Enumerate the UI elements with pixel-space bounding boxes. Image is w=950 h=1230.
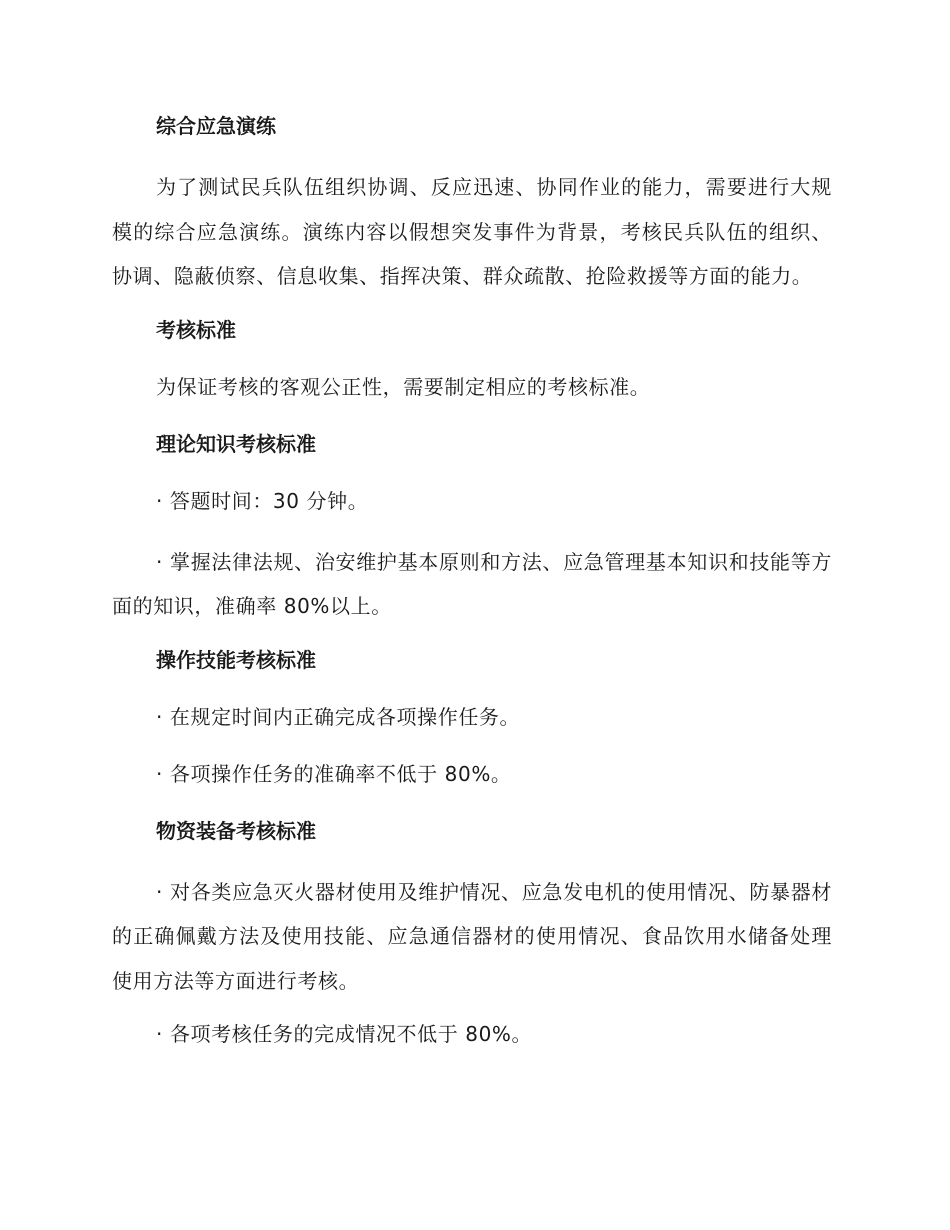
document-page	[112, 108, 832, 1073]
heading-equipment-standards: 物资装备考核标准	[156, 818, 316, 843]
list-item-equipment-completion: · 各项考核任务的完成情况不低于 80%。	[156, 1022, 533, 1046]
paragraph-drill-description: 为了测试民兵队伍组织协调、反应迅速、协同作业的能力，需要进行大规模的综合应急演练。演练内容以假想突发事件为背景，考核民兵队伍的组织、协调、隐蔽侦察、信息收集、指挥决策、群众疏散、抢险救援等方面的能力。	[112, 175, 832, 288]
list-item-skills-time: · 在规定时间内正确完成各项操作任务。	[156, 704, 521, 729]
list-item-equipment-scope: · 对各类应急灭火器材使用及维护情况、应急发电机的使用情况、防暴器材的正确佩戴方法及使用技能、应急通信器材的使用情况、食品饮用水储备处理使用方法等方面进行考核。	[112, 879, 832, 993]
heading-skills-standards: 操作技能考核标准	[156, 647, 316, 672]
list-item-theory-knowledge: · 掌握法律法规、治安维护基本原则和方法、应急管理基本知识和技能等方面的知识，准确率 80%以上。	[112, 549, 832, 618]
paragraph-standards-intro: 为保证考核的客观公正性，需要制定相应的考核标准。	[156, 374, 651, 399]
list-item-skills-accuracy: · 各项操作任务的准确率不低于 80%。	[156, 761, 512, 786]
heading-comprehensive-drill: 综合应急演练	[156, 114, 276, 138]
heading-assessment-standards: 考核标准	[156, 317, 236, 342]
list-item-theory-time: · 答题时间：30 分钟。	[156, 488, 369, 513]
heading-theory-standards: 理论知识考核标准	[156, 431, 316, 456]
